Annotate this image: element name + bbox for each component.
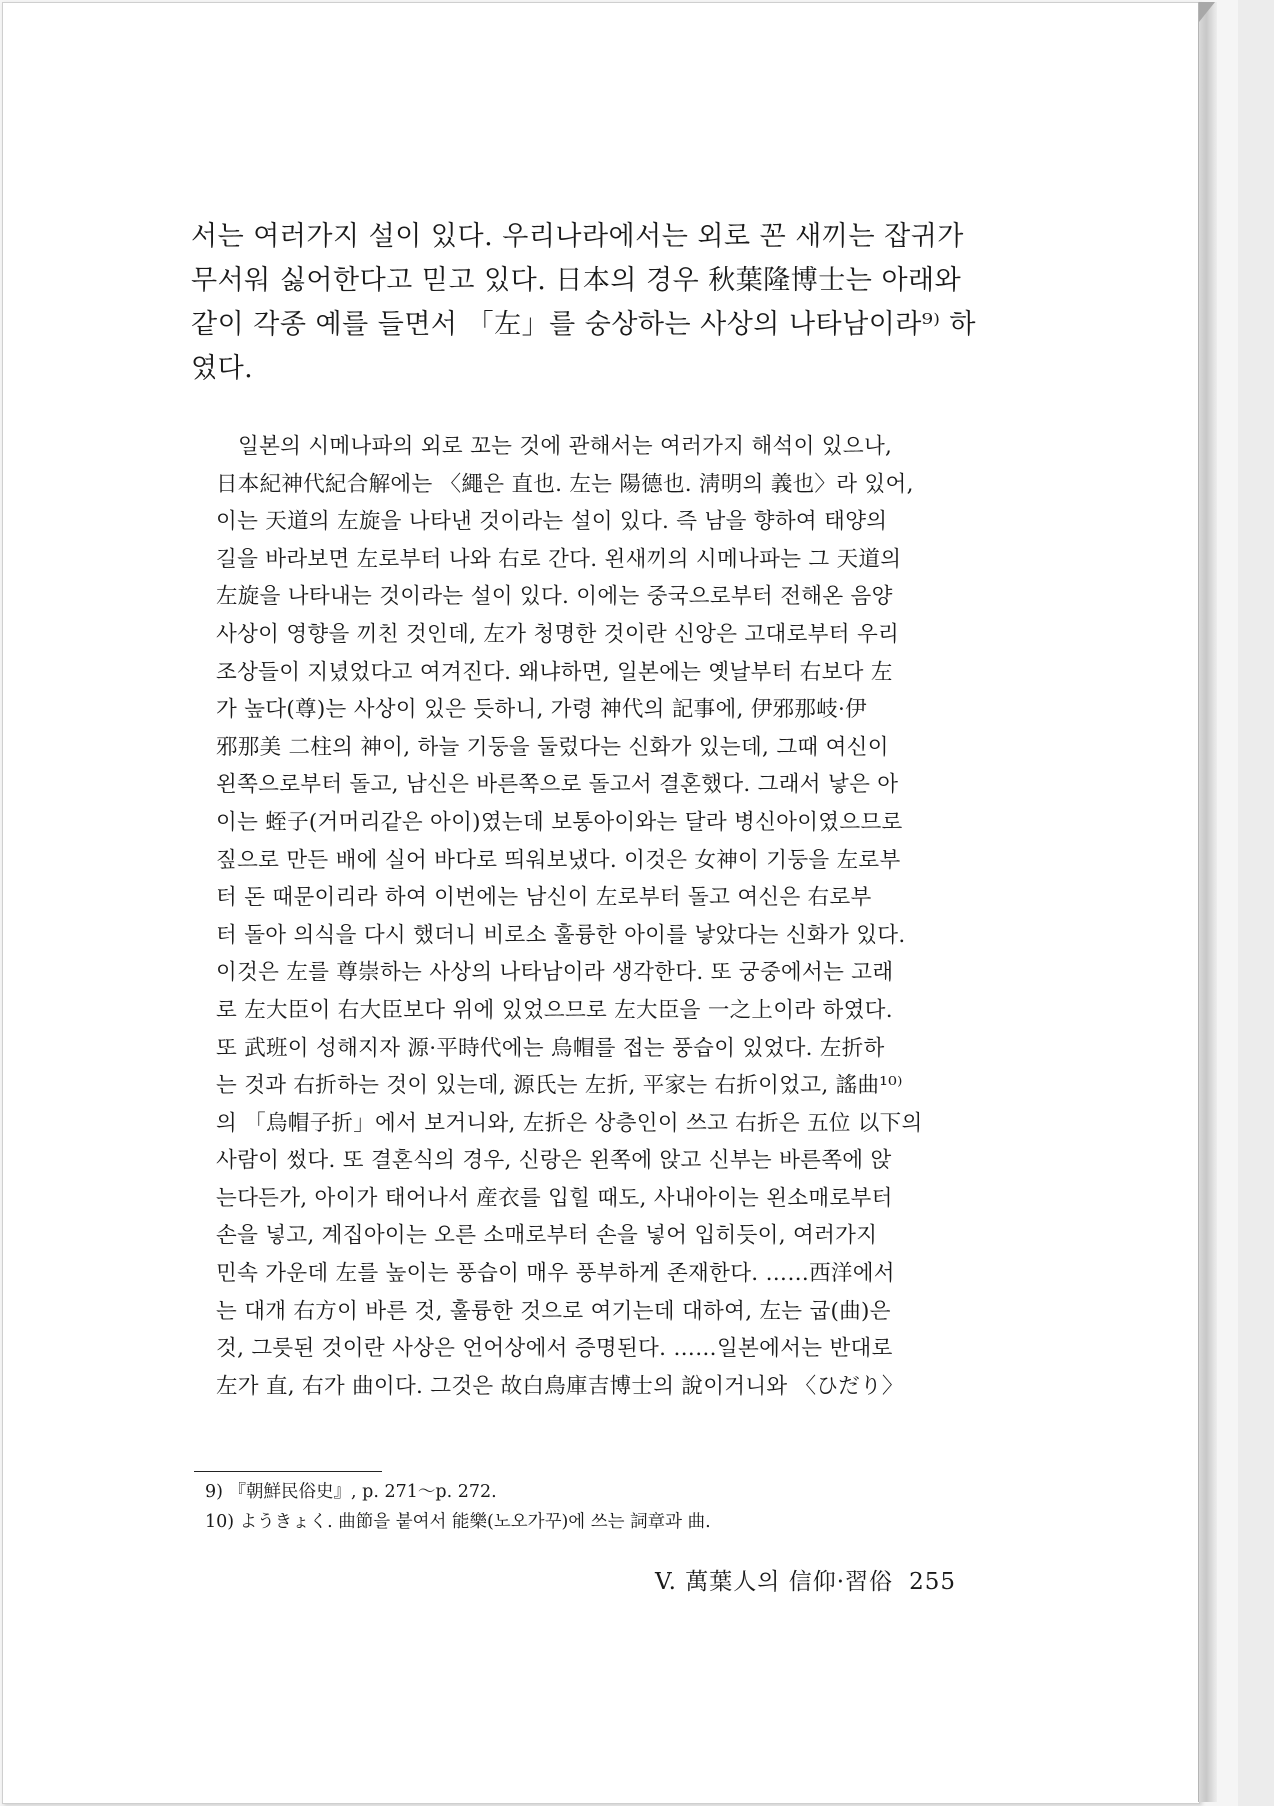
- paragraph-line: 서는 여러가지 설이 있다. 우리나라에서는 외로 꼰 새끼는 잡귀가: [191, 221, 964, 252]
- section-title: V. 萬葉人의 信仰·習俗: [655, 1569, 894, 1595]
- quote-line: 日本紀神代紀合解에는 〈繩은 直也. 左는 陽德也. 淸明의 義也〉라 있어,: [216, 471, 914, 497]
- viewer-scroll-area[interactable]: [1238, 0, 1274, 1806]
- quote-line: 의 「烏帽子折」에서 보거니와, 左折은 상층인이 쓰고 右折은 五位 以下의: [216, 1110, 923, 1136]
- quote-line: 것, 그릇된 것이란 사상은 언어상에서 증명된다. ……일본에서는 반대로: [216, 1336, 893, 1362]
- quote-line: 邪那美 二柱의 神이, 하늘 기둥을 둘렀다는 신화가 있는데, 그때 여신이: [216, 734, 889, 760]
- quote-line: 사상이 영향을 끼친 것인데, 左가 청명한 것이란 신앙은 고대로부터 우리: [216, 621, 900, 647]
- quote-line: 짚으로 만든 배에 실어 바다로 띄워보냈다. 이것은 女神이 기둥을 左로부: [216, 847, 901, 873]
- quote-line: 사람이 썼다. 또 결혼식의 경우, 신랑은 왼쪽에 앉고 신부는 바른쪽에 앉: [216, 1148, 892, 1174]
- quote-line: 길을 바라보면 左로부터 나와 右로 간다. 왼새끼의 시메나파는 그 天道의: [216, 546, 902, 572]
- paragraph-line: 같이 각종 예를 들면서 「左」를 숭상하는 사상의 나타남이라⁹⁾ 하: [191, 309, 977, 340]
- quote-line: 가 높다(尊)는 사상이 있은 듯하니, 가령 神代의 記事에, 伊邪那岐·伊: [216, 697, 867, 723]
- quote-line: 左旋을 나타내는 것이라는 설이 있다. 이에는 중국으로부터 전해온 음양: [216, 584, 893, 610]
- page-number: 255: [909, 1569, 956, 1595]
- page-edge: [1198, 2, 1217, 1802]
- quote-line: 터 돌아 의식을 다시 했더니 비로소 훌륭한 아이를 낳았다는 신화가 있다.: [216, 922, 906, 948]
- paragraph-line: 무서워 싫어한다고 믿고 있다. 日本의 경우 秋葉隆博士는 아래와: [191, 265, 962, 296]
- document-page: [2, 2, 1200, 1804]
- block-quote: [216, 428, 1011, 1405]
- footnote-divider: [194, 1471, 382, 1472]
- quote-line: 터 돈 때문이리라 하여 이번에는 남신이 左로부터 돌고 여신은 右로부: [216, 885, 872, 911]
- quote-line: 로 左大臣이 右大臣보다 위에 있었으므로 左大臣을 一之上이라 하였다.: [216, 997, 893, 1023]
- quote-line: 손을 넣고, 계집아이는 오른 소매로부터 손을 넣어 입히듯이, 여러가지: [216, 1223, 878, 1249]
- quote-line: 는다든가, 아이가 태어나서 産衣를 입힐 때도, 사내아이는 왼소매로부터: [216, 1185, 893, 1211]
- page-curl: [1199, 2, 1215, 22]
- quote-line: 또 武班이 성해지자 源·平時代에는 烏帽를 접는 풍습이 있었다. 左折하: [216, 1035, 885, 1061]
- quote-line: 이것은 左를 尊崇하는 사상의 나타남이라 생각한다. 또 궁중에서는 고래: [216, 960, 894, 986]
- paragraph-line: 였다.: [191, 353, 254, 384]
- footnote-10: 10) ようきょく. 曲節을 붙여서 能樂(노오가꾸)에 쓰는 詞章과 曲.: [205, 1512, 711, 1532]
- footnote-9: 9) 『朝鮮民俗史』, p. 271～p. 272.: [205, 1482, 497, 1502]
- quote-line: 조상들이 지녔었다고 여겨진다. 왜냐하면, 일본에는 옛날부터 右보다 左: [216, 659, 893, 685]
- quote-line: 는 대개 右方이 바른 것, 훌륭한 것으로 여기는데 대하여, 左는 굽(曲)은: [216, 1298, 891, 1324]
- quote-line: 이는 天道의 左旋을 나타낸 것이라는 설이 있다. 즉 남을 향하여 태양의: [216, 509, 888, 535]
- quote-line: 민속 가운데 左를 높이는 풍습이 매우 풍부하게 존재한다. ……西洋에서: [216, 1261, 895, 1287]
- quote-line: 左가 直, 右가 曲이다. 그것은 故白鳥庫吉博士의 說이거니와 〈ひだり〉: [216, 1373, 904, 1399]
- quote-line: 일본의 시메나파의 외로 꼬는 것에 관해서는 여러가지 해석이 있으나,: [238, 434, 893, 459]
- quote-line: 왼쪽으로부터 돌고, 남신은 바른쪽으로 돌고서 결혼했다. 그래서 낳은 아: [216, 772, 899, 798]
- body-paragraph: [191, 215, 1006, 391]
- quote-line: 이는 蛭子(거머리같은 아이)였는데 보통아이와는 달라 병신아이였으므로: [216, 809, 903, 835]
- quote-line: 는 것과 右折하는 것이 있는데, 源氏는 左折, 平家는 右折이었고, 謠曲¹⁰⁾: [216, 1073, 903, 1099]
- running-footer: [655, 1563, 956, 1596]
- footnotes: [205, 1477, 1005, 1537]
